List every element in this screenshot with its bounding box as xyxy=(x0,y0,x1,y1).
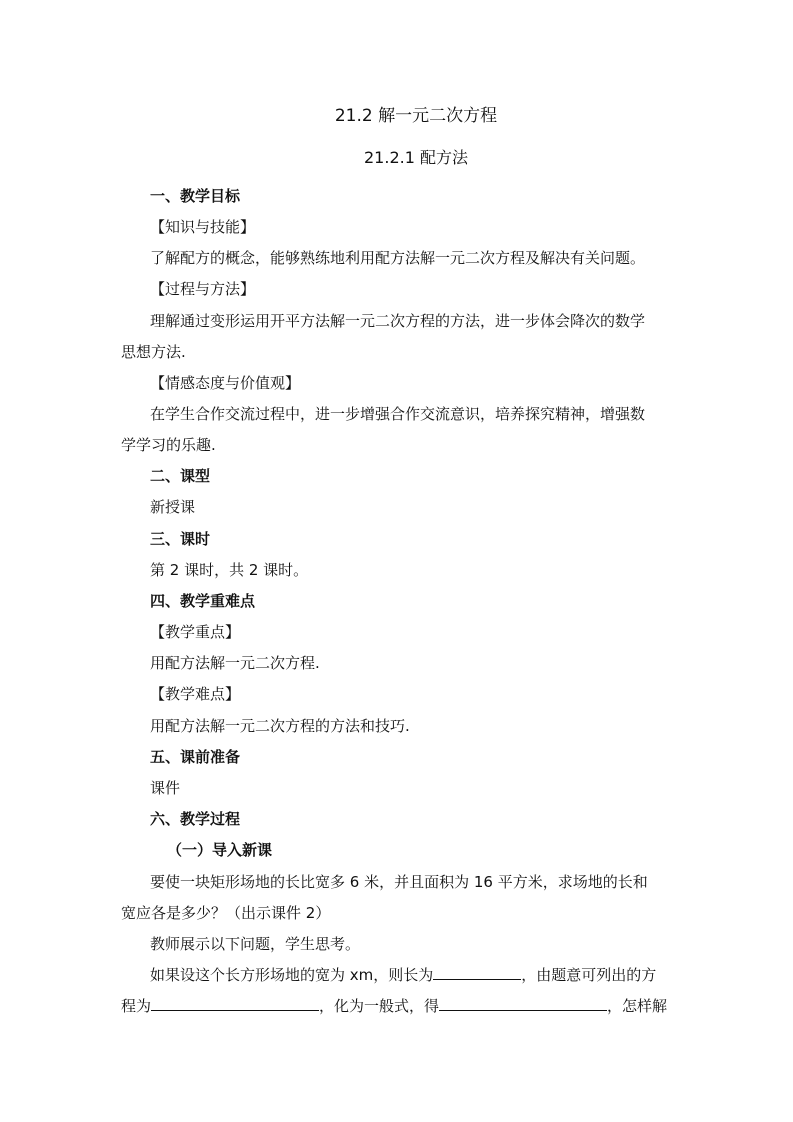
section-heading-type: 二、课型 xyxy=(150,467,211,485)
subsection-heading-intro: （一）导入新课 xyxy=(167,841,273,859)
preparation-text: 课件 xyxy=(150,779,181,797)
teacher-prompt: 教师展示以下问题，学生思考。 xyxy=(150,935,361,953)
knowledge-label: 【知识与技能】 xyxy=(150,218,256,236)
question-line1-end: ，由题意可列出的方 xyxy=(521,966,657,984)
attitude-text-line1: 在学生合作交流过程中，进一步增强合作交流意识，培养探究精神，增强数 xyxy=(150,405,646,423)
section-heading-process: 六、教学过程 xyxy=(150,810,241,828)
section-heading-preparation: 五、课前准备 xyxy=(150,748,241,766)
question-line2-start: 程为 xyxy=(121,997,152,1015)
general-form-blank xyxy=(439,996,607,1011)
section-heading-objectives: 一、教学目标 xyxy=(150,187,241,205)
section-heading-key-points: 四、教学重难点 xyxy=(150,592,256,610)
difficult-label: 【教学难点】 xyxy=(150,685,241,703)
process-label: 【过程与方法】 xyxy=(150,280,256,298)
question-line2-mid: ，化为一般式，得 xyxy=(319,997,440,1015)
question-line2-end: ，怎样解 xyxy=(607,997,668,1015)
intro-paragraph-line1: 要使一块矩形场地的长比宽多 6 米，并且面积为 16 平方米，求场地的长和 xyxy=(150,873,648,891)
type-text: 新授课 xyxy=(150,498,196,516)
difficult-text: 用配方法解一元二次方程的方法和技巧. xyxy=(150,717,410,735)
page-subtitle: 21.2.1 配方法 xyxy=(364,148,468,167)
question-line2 xyxy=(121,996,677,1016)
intro-paragraph-line2: 宽应各是多少？（出示课件 2） xyxy=(121,904,331,922)
key-label: 【教学重点】 xyxy=(150,623,241,641)
process-text-line2: 思想方法. xyxy=(121,343,186,361)
page-title: 21.2 解一元二次方程 xyxy=(334,106,498,126)
length-blank xyxy=(433,965,521,980)
key-text: 用配方法解一元二次方程. xyxy=(150,654,320,672)
section-heading-periods: 三、课时 xyxy=(150,530,211,548)
periods-text: 第 2 课时，共 2 课时。 xyxy=(150,561,309,579)
question-line1-start: 如果设这个长方形场地的宽为 xm，则长为 xyxy=(150,966,434,984)
attitude-text-line2: 学学习的乐趣. xyxy=(121,436,216,454)
process-text-line1: 理解通过变形运用开平方法解一元二次方程的方法，进一步体会降次的数学 xyxy=(150,312,646,330)
equation-blank xyxy=(151,996,319,1011)
question-line1 xyxy=(150,965,706,985)
knowledge-text: 了解配方的概念，能够熟练地利用配方法解一元二次方程及解决有关问题。 xyxy=(150,249,646,267)
attitude-label: 【情感态度与价值观】 xyxy=(150,374,301,392)
